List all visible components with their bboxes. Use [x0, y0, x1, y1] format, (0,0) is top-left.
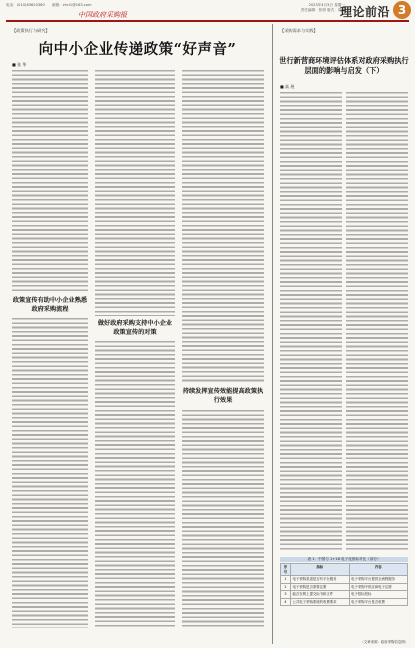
- table-cell: 能否在网上提交标书和文件: [291, 591, 350, 599]
- table-row: [281, 591, 408, 599]
- table-header-cell: 内容: [349, 564, 408, 576]
- left-col1b-text: [12, 318, 88, 628]
- left-subhead-2: 做好政府采购支持中小企业政策宣传的对策: [97, 320, 173, 336]
- table-header-row: [281, 564, 408, 576]
- table-cell: 电子采购中供应商电子注册: [349, 583, 408, 591]
- table-title: 表 1：中国与 1+18 电子化指标对比（部分）: [280, 557, 408, 562]
- right-byline: ■ 高 展: [280, 84, 295, 89]
- left-headline: 向中小企业传递政策“好声音”: [38, 41, 237, 58]
- right-col1-text: [280, 92, 342, 552]
- header-editor-text: 责任编辑：张明 版式：梁海: [300, 8, 345, 12]
- header-phone: 电话：(010)63620360: [6, 3, 45, 7]
- table-header-cell: 指标: [291, 564, 350, 576]
- table-row: [281, 583, 408, 591]
- table-cell: 电子采购平台是否收费: [349, 598, 408, 606]
- table-cell: 电子招标投标: [349, 591, 408, 599]
- header-date: [301, 3, 345, 13]
- header-contact: [6, 3, 45, 8]
- table-cell: 电子采购是否需要注册: [291, 583, 350, 591]
- left-col1-text: [12, 70, 88, 293]
- left-subhead-3: 持续发挥宣传效能提高政策执行效果: [182, 388, 264, 404]
- left-kicker: 【 政策执行与研究 】: [12, 28, 50, 34]
- table-cell: 4: [281, 598, 291, 606]
- page-number-badge: 3: [393, 1, 411, 19]
- table-cell: 3: [281, 591, 291, 599]
- table-row: [281, 576, 408, 584]
- left-col3-text: [182, 70, 264, 382]
- table-cell: 公共电子采购系统的收费要求: [291, 598, 350, 606]
- left-col3b-text: [182, 410, 264, 628]
- table-cell: 电子采购平台提供全流程服务: [349, 576, 408, 584]
- header-rule: [6, 20, 409, 22]
- table-cell: 1: [281, 576, 291, 584]
- table-header-cell: 序号: [281, 564, 291, 576]
- left-byline: ■ 张 华: [12, 62, 27, 67]
- newspaper-logo: 中国政府采购报: [78, 11, 127, 19]
- article-source: （文章来源：政府采购信息网）: [360, 640, 408, 644]
- left-col2-text: [95, 70, 175, 316]
- table-cell: 2: [281, 583, 291, 591]
- table-row: [281, 598, 408, 606]
- indicator-table: [280, 563, 408, 606]
- header-email: 邮箱：zhcl1@163.com: [52, 3, 92, 7]
- header-date-text: 2023年4月3日 星期一: [308, 3, 345, 7]
- left-subhead-1: 政策宣传有助中小企业熟悉政府采购流程: [12, 297, 88, 313]
- right-kicker: 【 采购需求与实践 】: [280, 28, 318, 34]
- right-headline: 世行新营商环境评估体系对政府采购执行层面的影响与启发（下）: [279, 56, 409, 75]
- table-cell: 电子采购渠道是否有平台服务: [291, 576, 350, 584]
- right-col2-text: [346, 92, 408, 552]
- article-divider: [272, 24, 273, 644]
- left-col2b-text: [95, 341, 175, 628]
- section-title: 理论前沿: [339, 5, 390, 19]
